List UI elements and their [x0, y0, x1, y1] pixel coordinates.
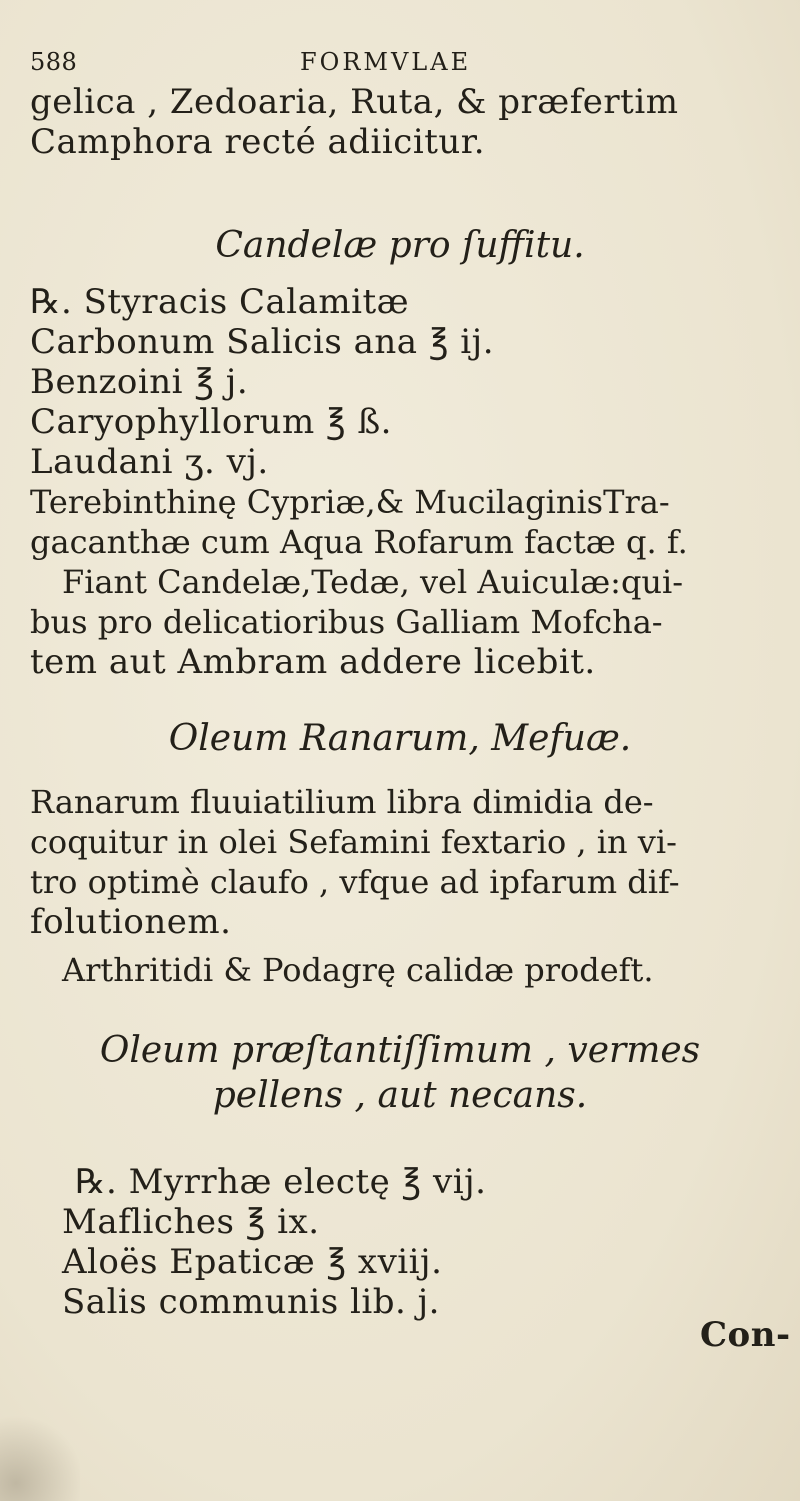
note-line: Fiant Candelæ,Tedæ, vel Auiculæ:qui- [62, 563, 684, 601]
recipe-line: Benzoini ℥ j. [30, 362, 249, 402]
intro-line-1: gelica , Zedoaria, Ruta, & præfertim [30, 82, 679, 122]
body-line: Ranarum fluuiatilium libra dimidia de- [30, 783, 654, 821]
recipe-line: Mafliches ℥ ix. [62, 1202, 320, 1242]
recipe-line: Carbonum Salicis ana ℥ ij. [30, 322, 495, 362]
body-line: tro optimè claufo , vfque ad ipfarum dif- [30, 863, 680, 901]
recipe-line: Laudani ʒ. vj. [30, 442, 269, 482]
recipe-line: Terebinthinę Cypriæ,& MucilaginisTra- [30, 483, 670, 521]
page-number: 588 [30, 48, 78, 76]
body-line: coquitur in olei Sefamini fextario , in vi- [30, 823, 677, 861]
catchword: Con- [700, 1315, 791, 1355]
note-line: bus pro delicatioribus Galliam Mofcha- [30, 603, 663, 641]
running-title: FORMVLAE [300, 48, 472, 76]
paper-stain [0, 1411, 80, 1501]
section-title-oleum-praestantissimum-line-2: pellens , aut necans. [212, 1075, 588, 1116]
section-title-candelae: Candelæ pro ſuffitu. [215, 225, 585, 266]
recipe-line: Salis communis lib. j. [62, 1282, 440, 1322]
recipe-line: gacanthæ cum Aqua Rofarum factæ q. f. [30, 523, 688, 561]
intro-line-2: Camphora recté adiicitur. [30, 122, 486, 162]
note-line: tem aut Ambram addere licebit. [30, 642, 596, 682]
recipe-line: Caryophyllorum ℥ ß. [30, 402, 392, 442]
body-line: Arthritidi & Podagrę calidæ prodeft. [62, 951, 654, 989]
body-line: folutionem. [30, 902, 232, 942]
recipe-line: Aloës Epaticæ ℥ xviij. [62, 1242, 443, 1282]
section-title-oleum-ranarum: Oleum Ranarum, Mefuæ. [168, 718, 632, 759]
recipe-line: ℞. Myrrhæ electę ℥ vij. [75, 1162, 487, 1202]
section-title-oleum-praestantissimum: Oleum præſtantiſſimum , vermes [99, 1030, 701, 1071]
recipe-line: ℞. Styracis Calamitæ [30, 282, 410, 322]
